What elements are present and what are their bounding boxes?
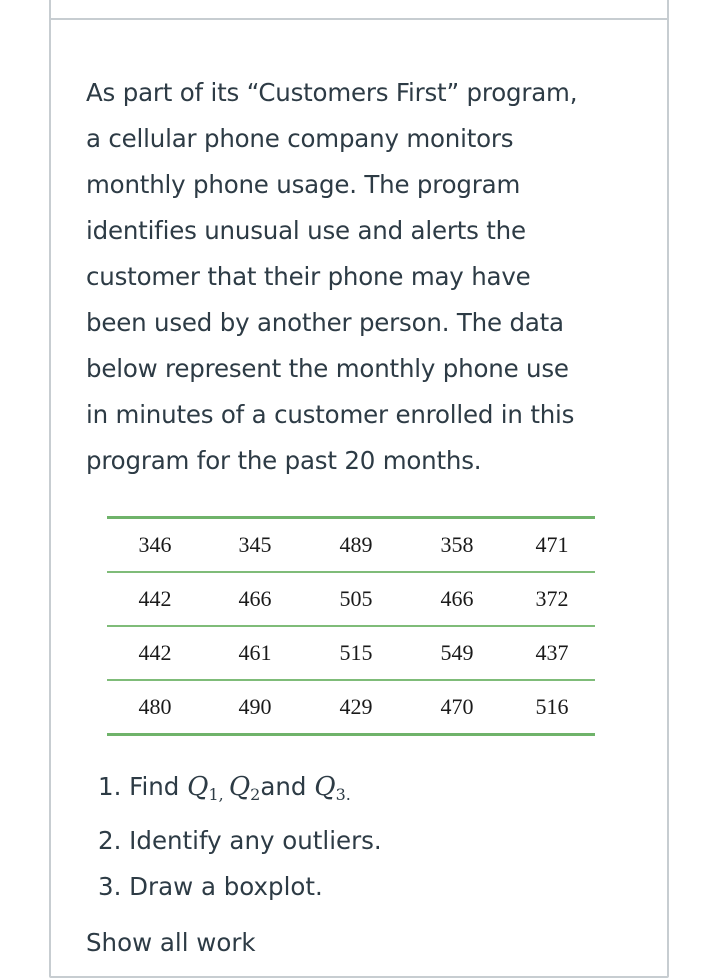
- table-cell: 358: [440, 532, 474, 557]
- task-text: and: [260, 772, 315, 801]
- table-cell: 429: [339, 694, 373, 719]
- table-cell: 505: [339, 586, 373, 611]
- card-header-divider: [51, 18, 667, 20]
- table-cell: 515: [339, 640, 373, 665]
- question-intro: [86, 70, 646, 484]
- quartile-subscript: 2: [250, 785, 261, 804]
- table-row: [107, 680, 595, 735]
- task-item-find-quartiles: [98, 764, 382, 818]
- table-cell: 346: [138, 532, 172, 557]
- task-list: [98, 764, 382, 910]
- table-cell: 461: [238, 640, 272, 665]
- quartile-symbol: Q: [228, 772, 251, 802]
- intro-line: customer that their phone may have: [86, 262, 531, 291]
- table-cell: 490: [238, 694, 272, 719]
- table-cell: 437: [535, 640, 569, 665]
- table-row: [107, 572, 595, 626]
- table-cell: 372: [535, 586, 569, 611]
- task-text: 1. Find: [98, 772, 188, 801]
- table-cell: 471: [535, 532, 569, 557]
- show-work-instruction: Show all work: [86, 928, 256, 957]
- table-cell: 516: [535, 694, 569, 719]
- quartile-symbol: Q: [187, 772, 209, 802]
- intro-line: below represent the monthly phone use: [86, 354, 569, 383]
- intro-line: As part of its “Customers First” program,: [86, 78, 578, 107]
- intro-line: a cellular phone company monitors: [86, 124, 514, 153]
- table-cell: 442: [138, 640, 172, 665]
- quartile-symbol: Q: [314, 772, 336, 802]
- intro-line: identifies unusual use and alerts the: [86, 216, 526, 245]
- table-cell: 489: [339, 532, 373, 557]
- table-cell: 466: [440, 586, 474, 611]
- task-item-outliers: 2. Identify any outliers.: [98, 826, 382, 855]
- math-separator: ,: [218, 785, 229, 804]
- table-row: [107, 518, 595, 573]
- intro-line: program for the past 20 months.: [86, 446, 482, 475]
- task-item-boxplot: 3. Draw a boxplot.: [98, 872, 323, 901]
- intro-line: been used by another person. The data: [86, 308, 564, 337]
- table-cell: 549: [440, 640, 474, 665]
- table-cell: 466: [238, 586, 272, 611]
- quartile-subscript: 1: [208, 785, 219, 804]
- intro-line: in minutes of a customer enrolled in this: [86, 400, 575, 429]
- table-cell: 442: [138, 586, 172, 611]
- table-cell: 480: [138, 694, 172, 719]
- table-row: [107, 626, 595, 680]
- quartile-subscript: 3: [335, 785, 346, 804]
- table-cell: 345: [238, 532, 272, 557]
- usage-data-table: [107, 516, 595, 736]
- table-cell: 470: [440, 694, 474, 719]
- intro-line: monthly phone usage. The program: [86, 170, 521, 199]
- math-period: .: [345, 785, 351, 804]
